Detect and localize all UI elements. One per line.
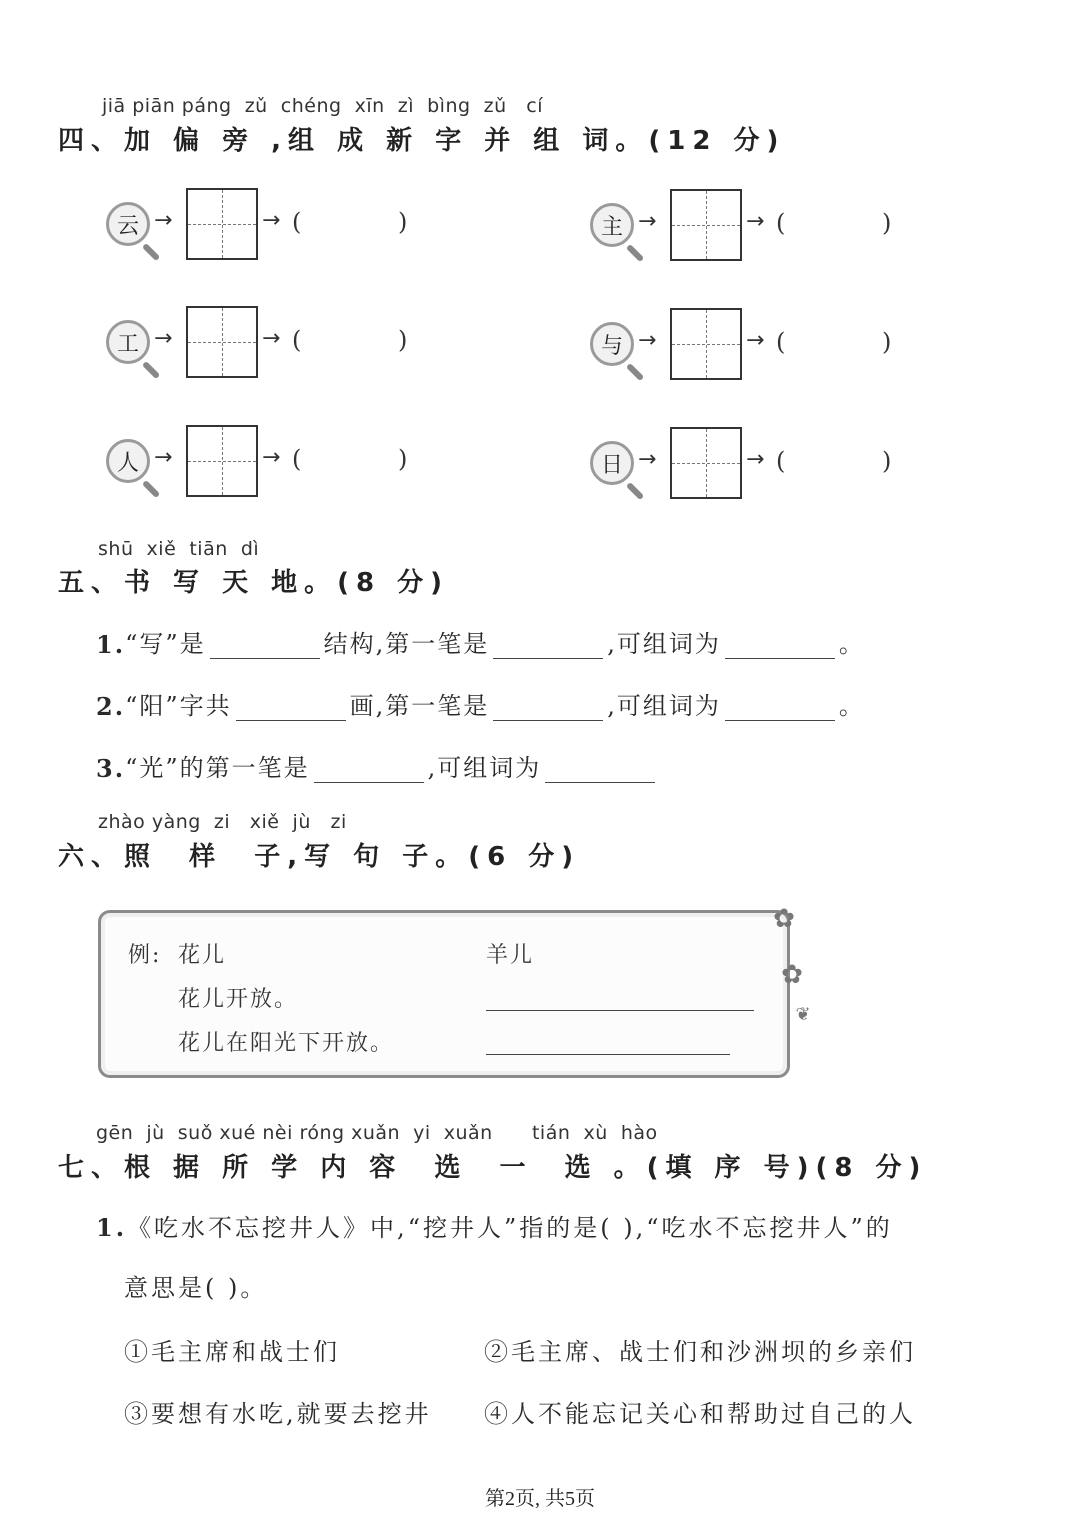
- answer-blank[interactable]: [493, 694, 603, 721]
- flower-icon: ✿: [781, 960, 803, 990]
- base-char: 人: [116, 450, 139, 476]
- answer-blank[interactable]: [493, 632, 603, 659]
- q-number: 3.: [96, 754, 126, 783]
- base-char: 与: [600, 333, 623, 359]
- task-word: 羊儿: [486, 943, 535, 968]
- base-char: 日: [600, 452, 623, 478]
- char-row-2: [590, 189, 930, 265]
- answer-line-1[interactable]: [486, 1010, 754, 1011]
- word-paren-close: ): [398, 326, 408, 354]
- q-text: 画,第一笔是: [349, 692, 490, 720]
- word-paren-close: ): [882, 209, 892, 237]
- base-char: 工: [116, 331, 139, 357]
- arrow-right-icon: →: [638, 328, 657, 353]
- q5-2: [96, 686, 865, 721]
- tian-grid-box[interactable]: [670, 308, 742, 380]
- answer-blank[interactable]: [725, 694, 835, 721]
- answer-blank[interactable]: [725, 632, 835, 659]
- option-3: ③要想有水吃,就要去挖井: [124, 1400, 432, 1428]
- magnifier-icon: [590, 441, 634, 485]
- magnifier-handle: [142, 480, 160, 498]
- page-footer: 第2页, 共5页: [485, 1488, 595, 1510]
- word-paren-open[interactable]: (: [776, 209, 786, 237]
- magnifier-handle: [142, 243, 160, 261]
- arrow-right-icon: →: [746, 328, 765, 353]
- magnifier-icon: [106, 202, 150, 246]
- option-4: ④人不能忘记关心和帮助过自己的人: [484, 1400, 916, 1428]
- answer-blank[interactable]: [545, 756, 655, 783]
- magnifier-icon: [106, 439, 150, 483]
- section4-pinyin: jiā piān páng zǔ chéng xīn zì bìng zǔ cí: [102, 95, 543, 117]
- arrow-right-icon: →: [746, 209, 765, 234]
- leaf-icon: ❦: [795, 1004, 811, 1025]
- word-paren-close: ): [882, 328, 892, 356]
- magnifier-icon: [590, 203, 634, 247]
- tian-grid-box[interactable]: [670, 427, 742, 499]
- magnifier-handle: [142, 361, 160, 379]
- arrow-right-icon: →: [262, 326, 281, 351]
- q-number: 1.: [96, 1213, 128, 1242]
- section7-heading: 七、根 据 所 学 内 容 选 一 选 。(填 序 号)(8 分): [58, 1153, 928, 1183]
- magnifier-handle: [626, 363, 644, 381]
- q-number: 1.: [96, 630, 126, 659]
- arrow-right-icon: →: [154, 445, 173, 470]
- word-paren-close: ): [398, 445, 408, 473]
- char-row-4: [590, 308, 930, 384]
- word-paren-open[interactable]: (: [292, 445, 302, 473]
- q7-1-line1: [96, 1208, 893, 1243]
- q-text: ,可组词为: [427, 754, 542, 782]
- example-sentence-2: 花儿在阳光下开放。: [178, 1031, 395, 1056]
- char-row-3: [106, 306, 446, 382]
- char-row-6: [590, 427, 930, 503]
- section5-heading: 五、书 写 天 地。(8 分): [58, 568, 450, 598]
- flower-icon: ✿: [773, 904, 795, 934]
- q-number: 2.: [96, 692, 126, 721]
- base-char: 云: [116, 213, 139, 239]
- word-paren-open[interactable]: (: [776, 328, 786, 356]
- q-text: 。: [838, 692, 865, 720]
- q-text: “阳”字共: [125, 692, 232, 720]
- q-text: “写”是: [125, 630, 206, 658]
- magnifier-icon: [590, 322, 634, 366]
- arrow-right-icon: →: [262, 208, 281, 233]
- q-text: 。: [838, 630, 865, 658]
- arrow-right-icon: →: [638, 209, 657, 234]
- example-sentence-1: 花儿开放。: [178, 987, 299, 1012]
- answer-line-2[interactable]: [486, 1054, 730, 1055]
- option-2: ②毛主席、战士们和沙洲坝的乡亲们: [484, 1338, 916, 1366]
- arrow-right-icon: →: [638, 447, 657, 472]
- tian-grid-box[interactable]: [670, 189, 742, 261]
- char-row-5: [106, 425, 446, 501]
- section6-pinyin: zhào yàng zi xiě jù zi: [98, 811, 347, 833]
- tian-grid-box[interactable]: [186, 188, 258, 260]
- magnifier-icon: [106, 320, 150, 364]
- example-word: 花儿: [178, 943, 227, 968]
- option-1: ①毛主席和战士们: [124, 1338, 340, 1366]
- example-label: 例:: [128, 943, 162, 968]
- arrow-right-icon: →: [154, 208, 173, 233]
- answer-blank[interactable]: [314, 756, 424, 783]
- q-text: 结构,第一笔是: [323, 630, 490, 658]
- section5-pinyin: shū xiě tiān dì: [98, 538, 260, 560]
- base-char: 主: [600, 214, 623, 240]
- magnifier-handle: [626, 482, 644, 500]
- q-text: 《吃水不忘挖井人》中,“挖井人”指的是( ),“吃水不忘挖井人”的: [127, 1214, 893, 1242]
- word-paren-open[interactable]: (: [292, 326, 302, 354]
- answer-blank[interactable]: [236, 694, 346, 721]
- section7-pinyin: gēn jù suǒ xué nèi róng xuǎn yi xuǎn tián xù hào: [96, 1122, 658, 1144]
- section6-heading: 六、照 样 子,写 句 子。(6 分): [58, 842, 581, 872]
- magnifier-handle: [626, 244, 644, 262]
- arrow-right-icon: →: [154, 326, 173, 351]
- section4-heading: 四、加 偏 旁 ,组 成 新 字 并 组 词。(12 分): [58, 126, 786, 156]
- q7-1-line2: 意思是( )。: [124, 1274, 268, 1302]
- q-text: ,可组词为: [607, 692, 721, 720]
- tian-grid-box[interactable]: [186, 425, 258, 497]
- char-row-1: [106, 188, 446, 264]
- word-paren-open[interactable]: (: [776, 447, 786, 475]
- q5-1: [96, 624, 865, 659]
- arrow-right-icon: →: [262, 445, 281, 470]
- answer-blank[interactable]: [210, 632, 320, 659]
- q5-3: [96, 748, 659, 783]
- q-text: “光”的第一笔是: [125, 754, 310, 782]
- word-paren-close: ): [398, 208, 408, 236]
- arrow-right-icon: →: [746, 447, 765, 472]
- word-paren-open[interactable]: (: [292, 208, 302, 236]
- tian-grid-box[interactable]: [186, 306, 258, 378]
- q-text: ,可组词为: [607, 630, 721, 658]
- word-paren-close: ): [882, 447, 892, 475]
